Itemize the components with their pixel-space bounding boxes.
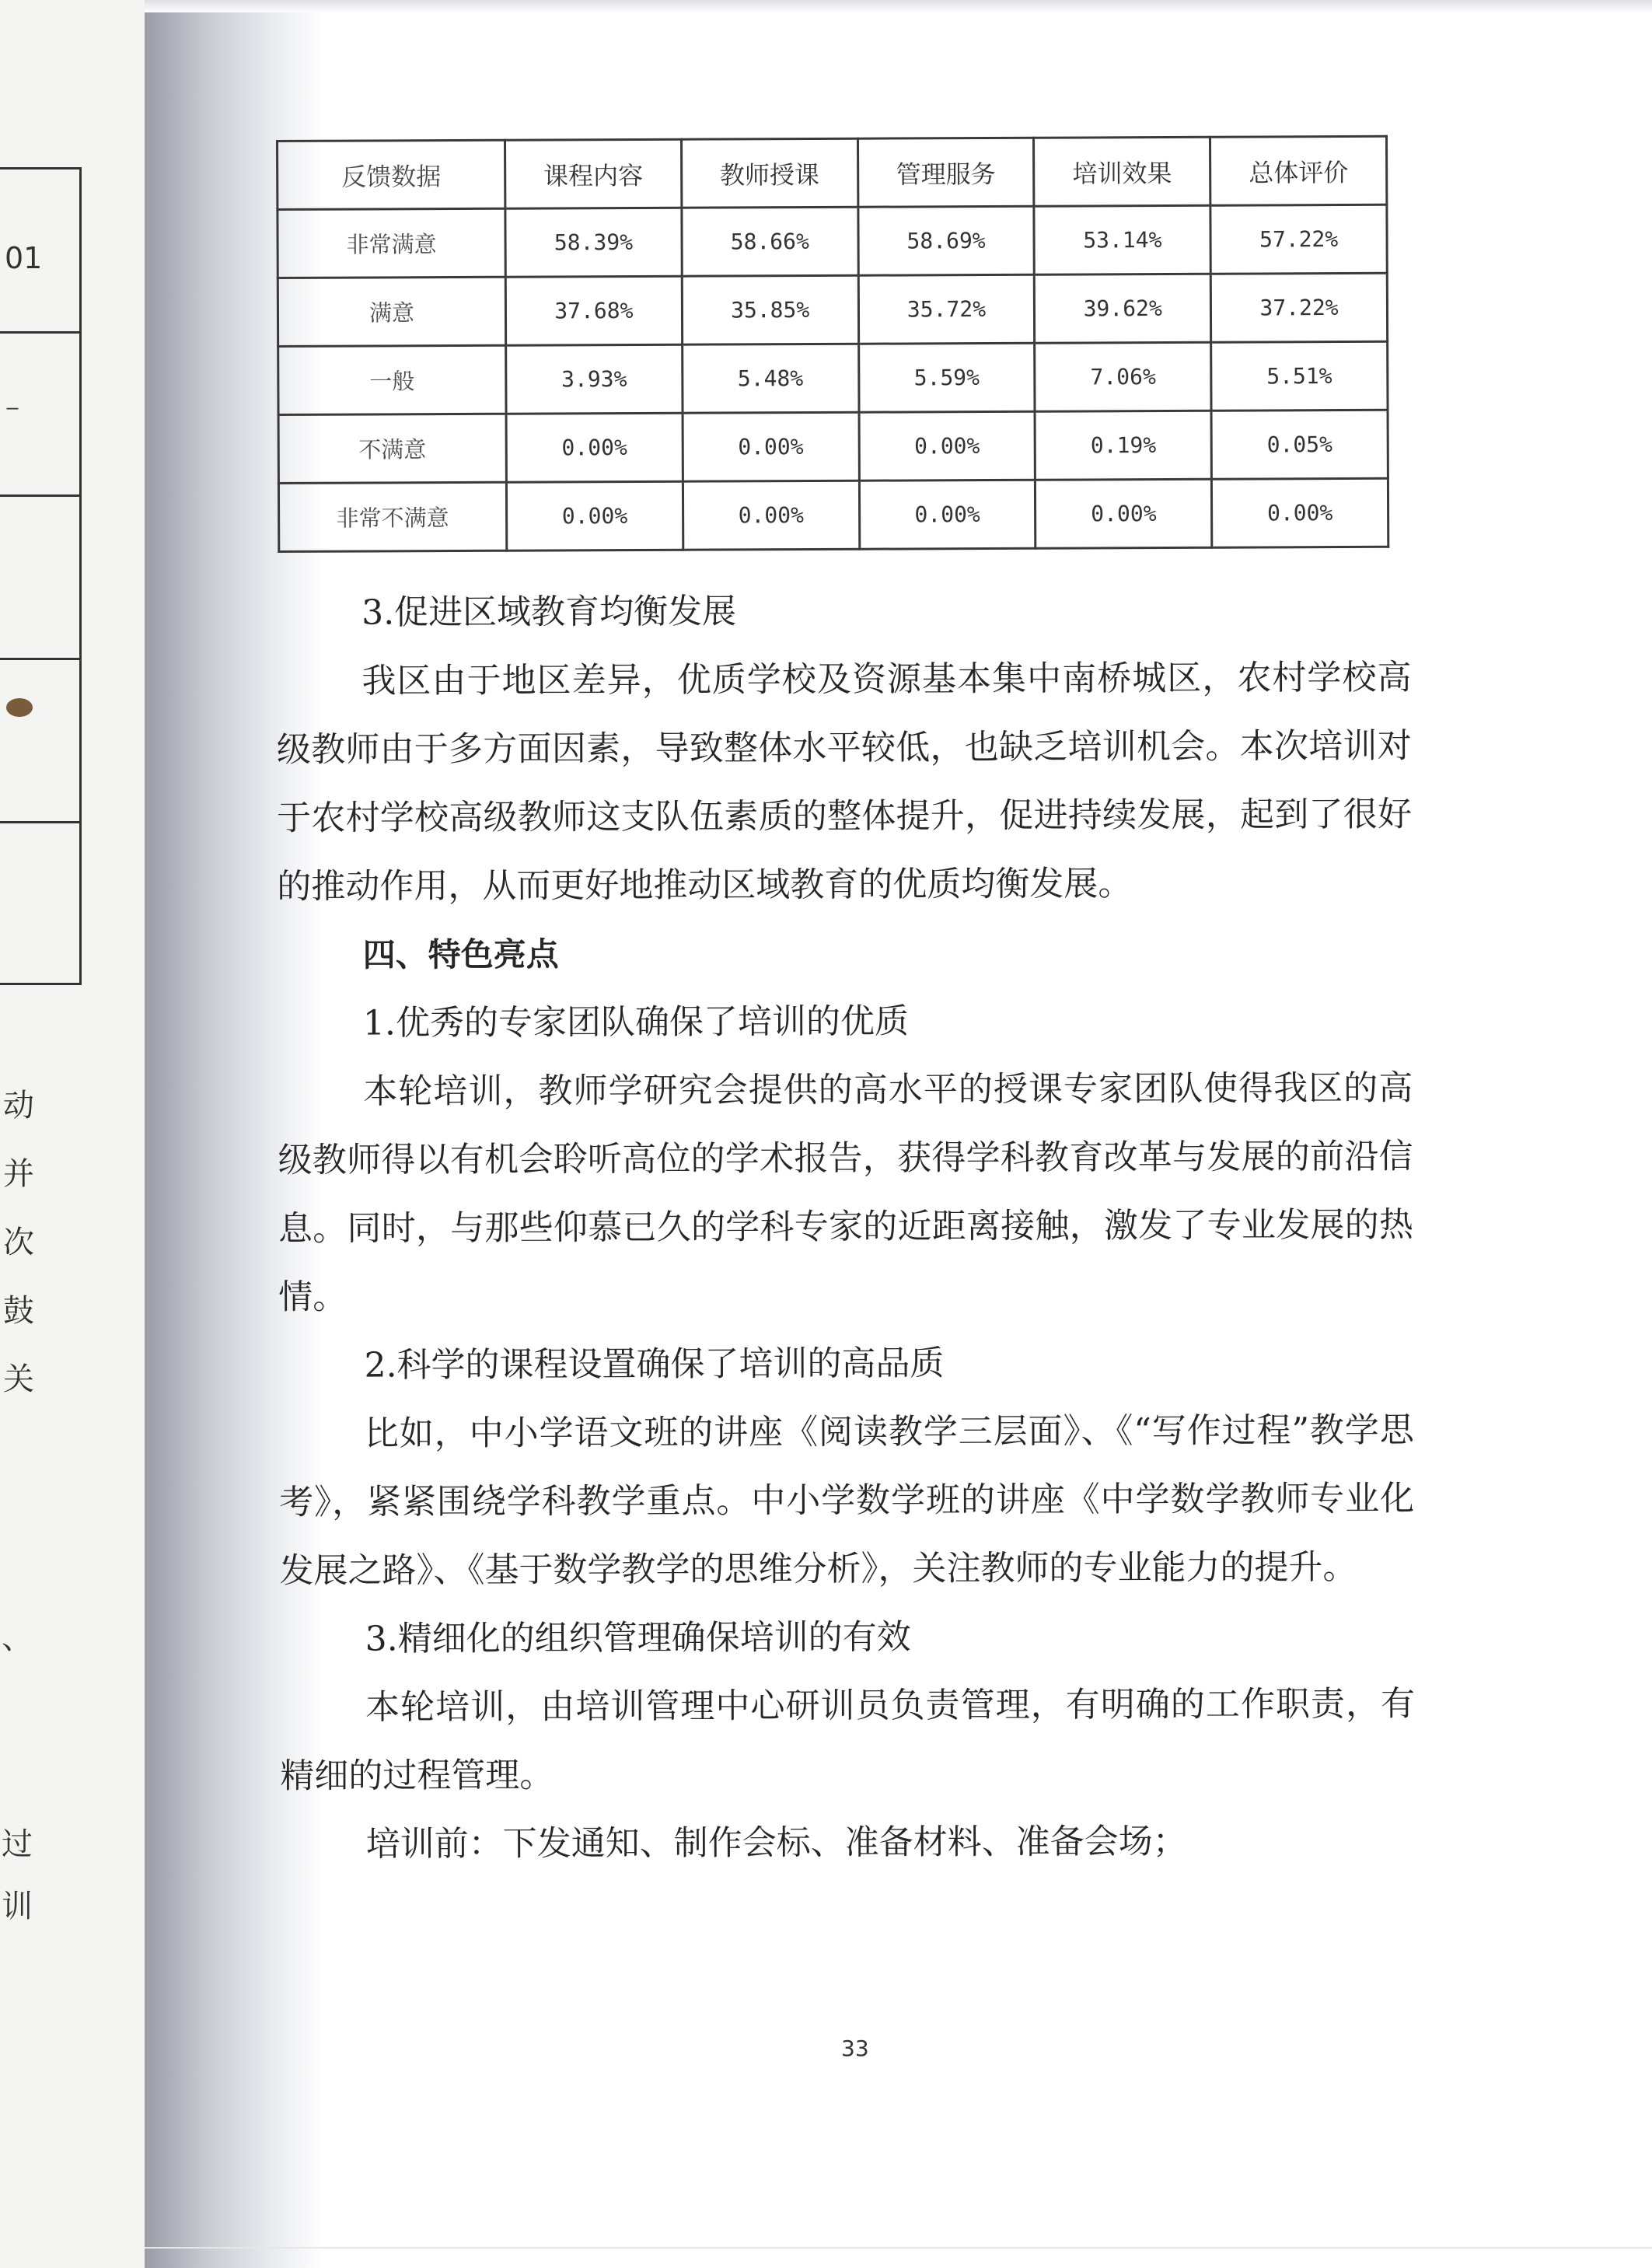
adjacent-char: 鼓 xyxy=(3,1293,34,1329)
table-cell: 0.00% xyxy=(1036,479,1212,548)
document-body xyxy=(276,575,1416,1879)
table-cell: 37.68% xyxy=(505,276,682,345)
adjacent-char: 次 xyxy=(3,1225,34,1260)
subsection-heading: 3.促进区域教育均衡发展 xyxy=(361,591,737,633)
table-row xyxy=(278,478,1388,551)
table-rule xyxy=(0,494,79,497)
table-row xyxy=(278,204,1387,278)
row-label: 非常不满意 xyxy=(278,482,506,551)
header-cell: 总体评价 xyxy=(1210,136,1387,205)
header-cell: 培训效果 xyxy=(1034,137,1210,206)
row-label: 满意 xyxy=(278,277,505,346)
adjacent-char: 、 xyxy=(2,1620,33,1656)
page-number: 33 xyxy=(841,2036,869,2061)
table-cell: 3.93% xyxy=(506,344,683,414)
table-rule xyxy=(0,331,79,334)
paragraph: 培训前：下发通知、制作会标、准备材料、准备会场； xyxy=(365,1821,1187,1864)
table-cell: 53.14% xyxy=(1034,205,1210,274)
adjacent-fragment: 01 xyxy=(5,241,43,275)
table-cell: 0.00% xyxy=(1212,478,1388,547)
table-header-row xyxy=(278,136,1387,209)
row-label: 不满意 xyxy=(278,414,506,483)
adjacent-char: 关 xyxy=(3,1361,34,1397)
table-cell: 7.06% xyxy=(1035,342,1211,411)
table-cell: 0.05% xyxy=(1211,410,1388,479)
table-row xyxy=(278,341,1388,414)
header-cell: 教师授课 xyxy=(681,138,857,208)
table-row xyxy=(278,410,1388,483)
table-rule xyxy=(0,658,79,660)
table-cell: 5.51% xyxy=(1211,341,1388,411)
paragraph: 比如，中小学语文班的讲座《阅读教学三层面》、《“写作过程”教学思考》，紧紧围绕学科教学重点。中小学数学班的讲座《中学数学教师专业化发展之路》、《基于数学教学的思维分析》，关注教师的专业能力的提升。 xyxy=(279,1410,1415,1591)
table-cell: 0.00% xyxy=(683,412,859,481)
table-cell: 5.59% xyxy=(858,343,1035,412)
scan-edge-bottom xyxy=(145,2247,1652,2249)
table-cell: 0.00% xyxy=(683,481,859,550)
table-cell: 0.00% xyxy=(859,411,1036,481)
table-rule xyxy=(0,821,79,823)
subsection-heading: 3.精细化的组织管理确保培训的有效 xyxy=(365,1617,911,1659)
scan-edge xyxy=(145,0,1652,12)
table-cell: 0.00% xyxy=(506,413,683,482)
table-cell: 57.22% xyxy=(1210,204,1387,274)
section-heading: 四、特色亮点 xyxy=(362,935,559,974)
paragraph: 我区由于地区差异，优质学校及资源基本集中南桥城区，农村学校高级教师由于多方面因素，导致整体水平较低，也缺乏培训机会。本次培训对于农村学校高级教师这支队伍素质的整体提升，促进持续发展，起到了很好的推动作用，从而更好地推动区域教育的优质均衡发展。 xyxy=(276,657,1413,907)
adjacent-char: 并 xyxy=(3,1156,34,1192)
table-cell: 5.48% xyxy=(682,344,858,413)
adjacent-char: 动 xyxy=(3,1088,34,1124)
subsection-heading: 1.优秀的专家团队确保了培训的优质 xyxy=(362,1001,910,1043)
feedback-table xyxy=(276,135,1389,553)
table-cell: 58.66% xyxy=(682,207,858,276)
row-label: 一般 xyxy=(278,345,506,414)
adjacent-page-table xyxy=(0,167,82,985)
adjacent-char: 训 xyxy=(2,1889,33,1924)
table-cell: 39.62% xyxy=(1035,274,1211,343)
row-label: 非常满意 xyxy=(278,208,505,278)
header-cell: 课程内容 xyxy=(505,139,682,208)
ink-spot xyxy=(6,698,33,717)
table-cell: 0.00% xyxy=(859,480,1036,549)
table-cell: 0.00% xyxy=(506,481,683,550)
adjacent-char: 过 xyxy=(2,1826,33,1862)
table-cell: 35.72% xyxy=(858,274,1035,344)
paragraph: 本轮培训，由培训管理中心研训员负责管理，有明确的工作职责，有精细的过程管理。 xyxy=(280,1683,1416,1796)
table-cell: 35.85% xyxy=(682,275,858,344)
header-cell: 管理服务 xyxy=(857,138,1034,207)
adjacent-text-column xyxy=(3,1071,50,1414)
subsection-heading: 2.科学的课程设置确保了培训的高品质 xyxy=(364,1344,945,1386)
adjacent-page xyxy=(0,0,145,2268)
table-row xyxy=(278,273,1387,346)
header-cell: 反馈数据 xyxy=(278,140,505,209)
adjacent-fragment: ⁻ xyxy=(5,397,21,431)
paragraph: 本轮培训，教师学研究会提供的高水平的授课专家团队使得我区的高级教师得以有机会聆听高位的学术报告，获得学科教育改革与发展的前沿信息。同时，与那些仰慕已久的学科专家的近距离接触，激发了专业发展的热情。 xyxy=(278,1068,1413,1317)
table-cell: 58.39% xyxy=(505,208,682,277)
table-cell: 37.22% xyxy=(1210,273,1387,342)
table-cell: 0.19% xyxy=(1035,411,1211,480)
table-cell: 58.69% xyxy=(857,206,1034,275)
